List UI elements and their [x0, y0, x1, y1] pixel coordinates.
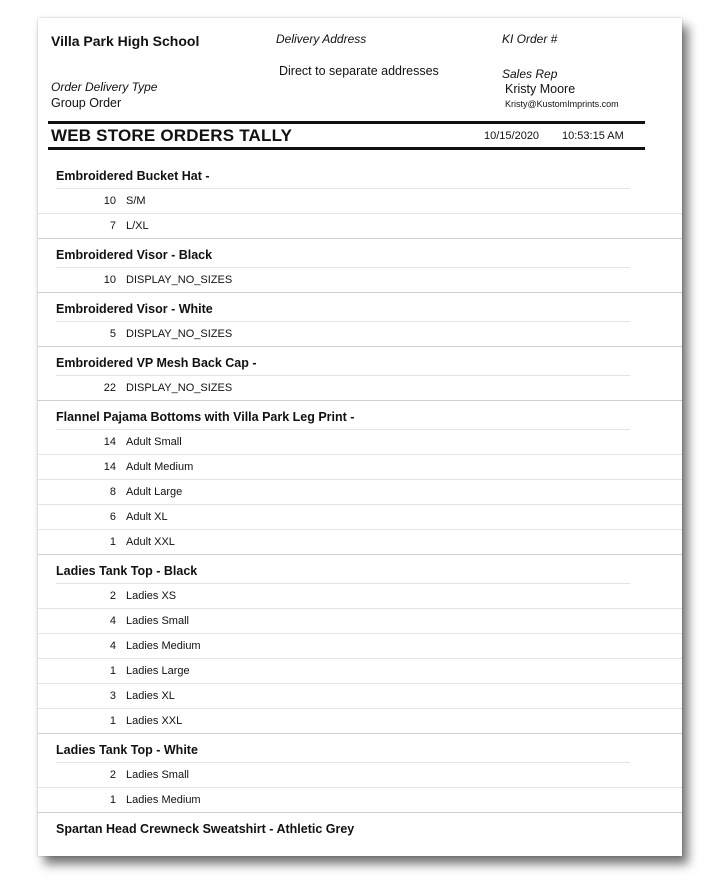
- quantity: 1: [109, 794, 116, 806]
- quantity: 14: [103, 436, 116, 448]
- size-label: DISPLAY_NO_SIZES: [126, 328, 233, 340]
- tally-report-page: [38, 18, 682, 856]
- size-label: Adult Small: [126, 436, 182, 448]
- size-row: [38, 214, 682, 239]
- quantity: 2: [109, 769, 116, 781]
- size-row: [38, 709, 682, 734]
- quantity: 22: [103, 382, 116, 394]
- size-row: [38, 788, 682, 813]
- report-time: 10:53:15 AM: [562, 130, 624, 142]
- quantity: 3: [109, 690, 116, 702]
- size-row: [38, 455, 682, 480]
- quantity: 10: [103, 274, 116, 286]
- size-label: Adult Large: [126, 486, 183, 498]
- quantity: 1: [109, 665, 116, 677]
- size-label: Ladies XS: [126, 590, 177, 602]
- size-row: [38, 505, 682, 530]
- size-label: DISPLAY_NO_SIZES: [126, 382, 233, 394]
- size-row: [38, 609, 682, 634]
- report-title: WEB STORE ORDERS TALLY: [51, 126, 293, 145]
- delivery-address-label: Delivery Address: [276, 32, 367, 46]
- quantity: 1: [109, 715, 116, 727]
- size-row: [38, 480, 682, 505]
- size-row: [38, 322, 682, 347]
- size-label: Ladies XXL: [126, 715, 183, 727]
- size-row: [38, 763, 682, 788]
- order-delivery-type-value: Group Order: [51, 96, 122, 110]
- size-row: [38, 634, 682, 659]
- title-rule-bottom: [48, 147, 645, 150]
- size-row: [38, 530, 682, 555]
- size-label: Adult XXL: [126, 536, 175, 548]
- product-name: Flannel Pajama Bottoms with Villa Park Leg Print -: [56, 410, 355, 424]
- quantity: 7: [109, 220, 116, 232]
- size-label: S/M: [126, 195, 146, 207]
- product-name: Spartan Head Crewneck Sweatshirt - Athletic Grey: [56, 822, 355, 836]
- title-rule-top: [48, 121, 645, 124]
- size-row: [38, 376, 682, 401]
- size-row: [38, 584, 682, 609]
- product-name: Embroidered Visor - Black: [56, 248, 213, 262]
- size-label: DISPLAY_NO_SIZES: [126, 274, 233, 286]
- size-row: [38, 684, 682, 709]
- size-row: [38, 430, 682, 455]
- size-label: Ladies Small: [126, 769, 189, 781]
- quantity: 5: [109, 328, 116, 340]
- size-label: Adult XL: [126, 511, 168, 523]
- quantity: 10: [103, 195, 116, 207]
- size-label: Ladies Medium: [126, 640, 201, 652]
- quantity: 4: [109, 615, 116, 627]
- sales-rep-name: Kristy Moore: [505, 82, 576, 96]
- quantity: 14: [103, 461, 116, 473]
- size-row: [38, 268, 682, 293]
- size-label: Ladies Small: [126, 615, 189, 627]
- quantity: 2: [109, 590, 116, 602]
- quantity: 6: [109, 511, 116, 523]
- size-label: Ladies Large: [126, 665, 190, 677]
- delivery-address-value: Direct to separate addresses: [279, 64, 439, 78]
- product-name: Ladies Tank Top - White: [56, 743, 198, 757]
- product-name: Ladies Tank Top - Black: [56, 564, 198, 578]
- order-delivery-type-label: Order Delivery Type: [51, 80, 158, 94]
- school-name: Villa Park High School: [51, 33, 200, 49]
- quantity: 1: [109, 536, 116, 548]
- product-name: Embroidered VP Mesh Back Cap -: [56, 356, 257, 370]
- size-label: Ladies Medium: [126, 794, 201, 806]
- product-tally-list: [38, 164, 682, 841]
- product-name: Embroidered Visor - White: [56, 302, 213, 316]
- size-label: Adult Medium: [126, 461, 194, 473]
- product-name: Embroidered Bucket Hat -: [56, 169, 210, 183]
- size-label: L/XL: [126, 220, 149, 232]
- sales-rep-label: Sales Rep: [502, 67, 558, 81]
- sales-rep-email: Kristy@KustomImprints.com: [505, 99, 619, 109]
- size-row: [38, 189, 682, 214]
- ki-order-label: KI Order #: [502, 32, 558, 46]
- size-row: [38, 659, 682, 684]
- quantity: 4: [109, 640, 116, 652]
- quantity: 8: [109, 486, 116, 498]
- report-date: 10/15/2020: [484, 130, 540, 142]
- size-label: Ladies XL: [126, 690, 175, 702]
